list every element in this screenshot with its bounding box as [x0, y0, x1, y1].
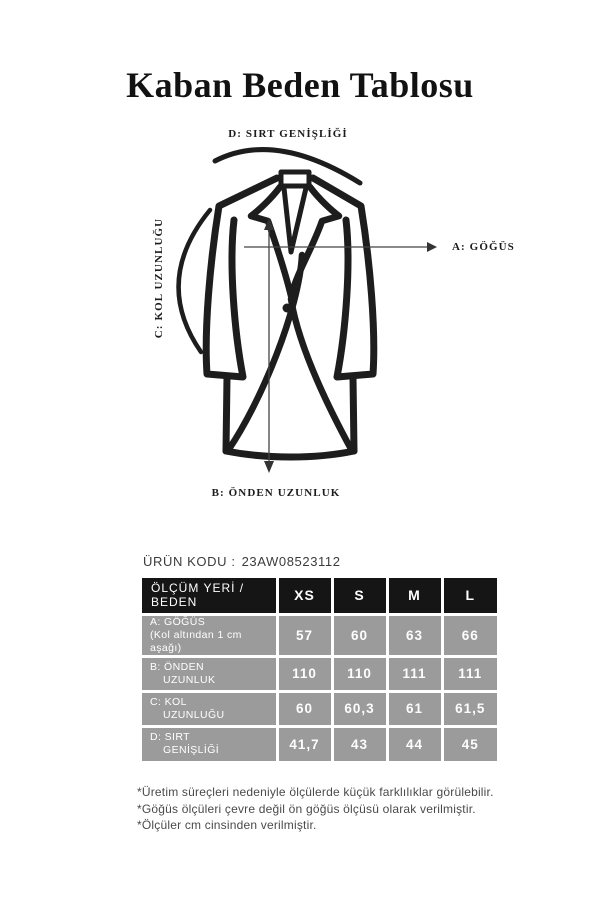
- footnote-line: *Üretim süreçleri nedeniyle ölçülerde küçük farklılıklar görülebilir.: [137, 785, 494, 799]
- cell-value: 61,5: [442, 691, 497, 726]
- product-code-line: [143, 554, 341, 569]
- product-code-label: ÜRÜN KODU :: [143, 554, 236, 569]
- arrow-right-icon: [427, 242, 437, 252]
- size-table: [142, 578, 497, 761]
- table-row: [142, 726, 497, 761]
- coat-hem: [226, 451, 354, 457]
- column-header-size-s: S: [332, 578, 387, 614]
- cell-value: 66: [442, 614, 497, 656]
- cell-value: 63: [387, 614, 442, 656]
- column-header-measure: ÖLÇÜM YERİ / BEDEN: [142, 578, 277, 614]
- coat-right-sleeve: [313, 178, 374, 377]
- column-header-size-xs: XS: [277, 578, 332, 614]
- cell-value: 110: [332, 656, 387, 691]
- label-back-width: D: SIRT GENİŞLİĞİ: [228, 128, 348, 140]
- coat-left-side: [226, 377, 227, 451]
- cell-value: 60,3: [332, 691, 387, 726]
- coat-collar: [281, 172, 309, 186]
- coat-measurement-diagram: [0, 125, 600, 515]
- row-label-chest: A: GÖĞÜS (Kol altından 1 cm aşağı): [142, 614, 277, 656]
- cell-value: 60: [277, 691, 332, 726]
- page-title: Kaban Beden Tablosu: [126, 65, 474, 105]
- footnotes: [137, 784, 494, 834]
- footnote-line: *Ölçüler cm cinsinden verilmiştir.: [137, 818, 317, 832]
- row-label-back-width: D: SIRT GENİŞLİĞİ: [142, 726, 277, 761]
- cell-value: 41,7: [277, 726, 332, 761]
- label-sleeve-length: C: KOL UZUNLUĞU: [153, 217, 165, 339]
- cell-value: 60: [332, 614, 387, 656]
- cell-value: 45: [442, 726, 497, 761]
- footnote-line: *Göğüs ölçüleri çevre değil ön göğüs ölçüsü olarak verilmiştir.: [137, 801, 476, 816]
- coat-right-side: [353, 377, 354, 451]
- coat-left-sleeve: [206, 178, 277, 377]
- row-label-front-length: B: ÖNDEN UZUNLUK: [142, 656, 277, 691]
- coat-button: [283, 304, 292, 313]
- cell-value: 111: [387, 656, 442, 691]
- table-row: [142, 691, 497, 726]
- product-code-value: 23AW08523112: [241, 554, 341, 569]
- cell-value: 111: [442, 656, 497, 691]
- table-row: [142, 656, 497, 691]
- cell-value: 61: [387, 691, 442, 726]
- coat-neckline: [284, 188, 306, 252]
- arrow-down-icon: [264, 461, 274, 473]
- column-header-size-m: M: [387, 578, 442, 614]
- size-table-header-row: [142, 578, 497, 614]
- cell-value: 57: [277, 614, 332, 656]
- cell-value: 43: [332, 726, 387, 761]
- label-chest: A: GÖĞÜS: [452, 241, 515, 253]
- cell-value: 110: [277, 656, 332, 691]
- cell-value: 44: [387, 726, 442, 761]
- back-width-arc: [215, 150, 360, 183]
- row-label-sleeve-length: C: KOL UZUNLUĞU: [142, 691, 277, 726]
- label-front-length: B: ÖNDEN UZUNLUK: [211, 487, 341, 499]
- column-header-size-l: L: [442, 578, 497, 614]
- table-row: [142, 614, 497, 656]
